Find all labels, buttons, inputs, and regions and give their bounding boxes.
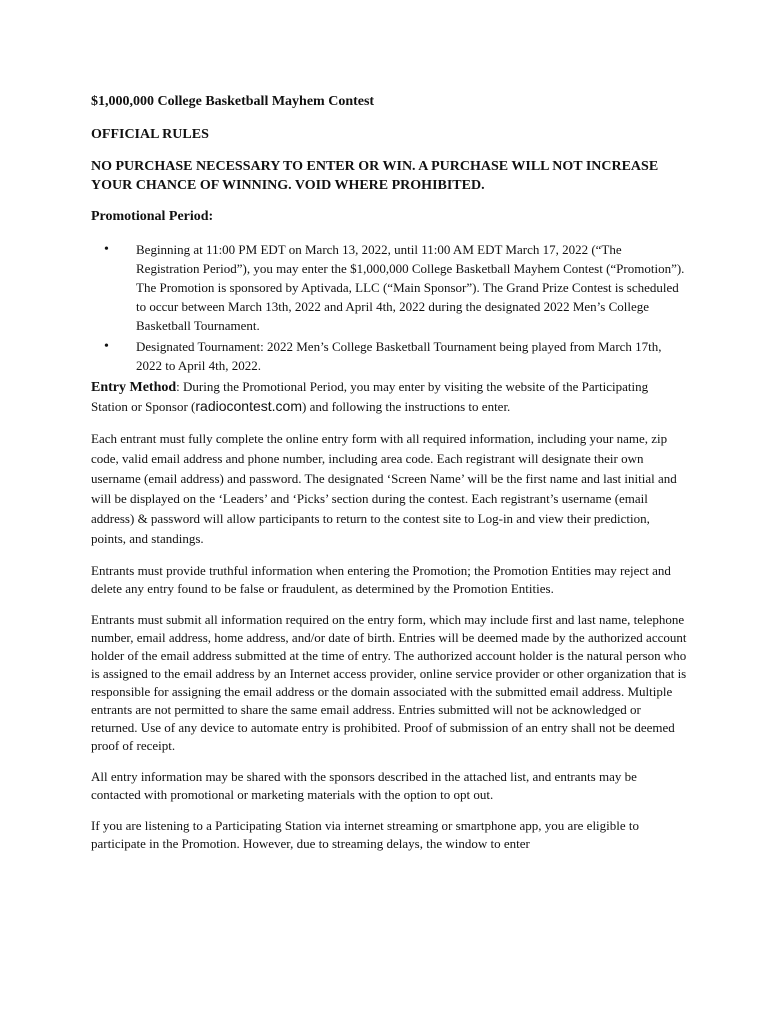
entry-form-paragraph: Each entrant must fully complete the online entry form with all required information, including your name, zip code, valid email address and phone number, including area code. Each registrant will designate their own username (email address) and password. The designated ‘Screen Name’ will be the first name and last initial and will be displayed on the ‘Leaders’ and ‘Picks’ section during the contest. Each registrant’s username (email address) & password will allow participants to return to the contest site to Log-in and view their prediction, points, and standings. — [91, 431, 677, 546]
registration-period-text: Beginning at 11:00 PM EDT on March 13, 2022, until 11:00 AM EDT March 17, 2022 (“The Registration Period”), you may enter the $1,000,000 College Basketball Mayhem Contest (“Promotion”). The Promotion is sponsored by Aptivada, LLC (“Main Sponsor”). The Grand Prize Contest is scheduled to occur between March 13th, 2022 and April 4th, 2022 during the designated 2022 Men’s College Basketball Tournament. — [136, 242, 685, 333]
official-rules-heading: OFFICIAL RULES — [91, 127, 209, 142]
information-sharing-paragraph: All entry information may be shared with the sponsors described in the attached list, and entrants may be contacted with promotional or marketing materials with the option to opt out. — [91, 769, 637, 802]
entry-method-label: Entry Method — [91, 380, 177, 395]
contest-title: $1,000,000 College Basketball Mayhem Contest — [91, 94, 375, 109]
entry-method-text-end: ) and following the instructions to enter. — [301, 399, 511, 414]
list-item — [91, 240, 687, 335]
document-page — [91, 92, 687, 866]
streaming-paragraph: If you are listening to a Participating Station via internet streaming or smartphone app, you are eligible to participate in the Promotion. However, due to streaming delays, the window to enter — [91, 818, 640, 851]
entry-requirements-paragraph: Entrants must submit all information required on the entry form, which may include first and last name, telephone number, email address, home address, and/or date of birth. Entries will be deemed made by the authorized account holder of the email address submitted at the time of entry. The authorized account holder is the natural person who is assigned to the email address by an Internet access provider, online service provider or other organization that is responsible for assigning the email address or the domain associated with the submitted email address. Multiple entrants are not permitted to share the same email address. Entries submitted will not be acknowledged or returned. Use of any device to automate entry is prohibited. Proof of submission of an entry shall not be deemed proof of receipt. — [91, 612, 687, 753]
truthful-information-paragraph: Entrants must provide truthful information when entering the Promotion; the Promotion Entities may reject and delete any entry found to be false or fraudulent, as determined by the Promotion Entities. — [91, 563, 671, 596]
radiocontest-link[interactable]: radiocontest.com — [195, 398, 302, 414]
entry-method-paragraph — [91, 377, 687, 416]
bullet-icon: • — [104, 339, 109, 354]
promotional-period-heading: Promotional Period: — [91, 209, 214, 224]
entry-method-text: : During the Promotional Period, you may enter by visiting the website of the Participating Station or Sponsor ( — [91, 379, 649, 414]
list-item — [91, 337, 687, 375]
promotional-period-list — [91, 240, 687, 375]
bullet-icon: • — [104, 242, 109, 257]
no-purchase-notice: NO PURCHASE NECESSARY TO ENTER OR WIN. A PURCHASE WILL NOT INCREASE YOUR CHANCE OF WINNING. VOID WHERE PROHIBITED. — [91, 159, 659, 193]
designated-tournament-text: Designated Tournament: 2022 Men’s College Basketball Tournament being played from March 17th, 2022 to April 4th, 2022. — [136, 339, 662, 373]
